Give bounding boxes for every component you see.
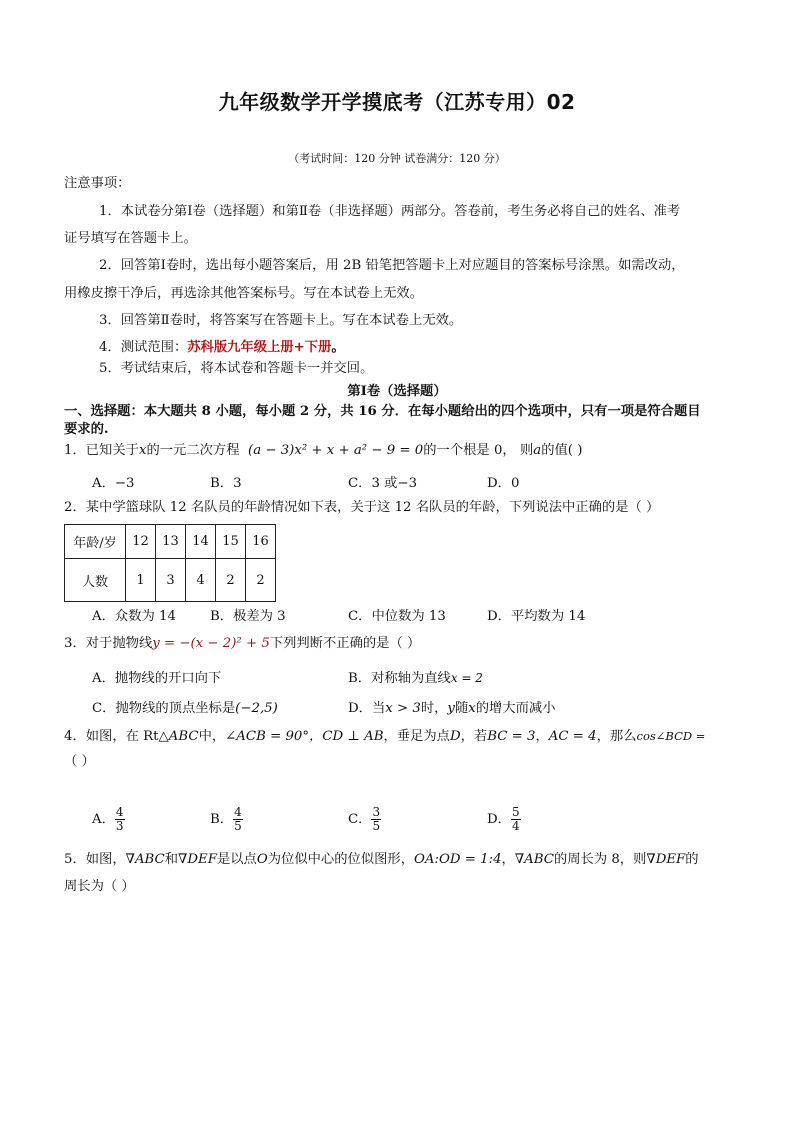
q5-stem-d: 为位似中心的位似图形， <box>267 852 414 867</box>
fraction-numerator: 4 <box>115 805 124 819</box>
q4-stem-d: ，若 <box>460 729 488 744</box>
q4-point-d: D <box>449 729 461 744</box>
q3-option-d-d: 的增大而减小 <box>475 701 556 716</box>
notice-item-4-suffix: 。 <box>331 340 345 355</box>
notice-item-2b: 用橡皮擦干净后，再选涂其他答案标号。写在本试卷上无效。 <box>64 286 424 301</box>
q3-option-d-x: x <box>468 701 476 716</box>
q1-var-x: x <box>138 443 147 458</box>
q5-stem-b: 和 <box>164 852 179 867</box>
test-range: 苏科版九年级上册+下册 <box>187 340 332 355</box>
q3-option-a[interactable]: A．抛物线的开口向下 <box>92 671 222 686</box>
table-cell: 2 <box>216 559 246 602</box>
q3-option-d-eq: x > 3 <box>385 701 421 716</box>
q2-option-b[interactable]: B．极差为 3 <box>210 609 286 624</box>
q1-equation: (a − 3)x² + x + a² − 9 = 0 <box>248 443 424 458</box>
q4-cos: cos∠BCD = <box>636 729 706 743</box>
q1-stem <box>64 443 582 459</box>
q4-option-b-label: B． <box>210 812 234 827</box>
fraction-denominator: 4 <box>511 819 520 833</box>
q1-var-a: a <box>533 443 542 458</box>
q5-triangle-abc-2: ∇ABC <box>514 852 554 867</box>
notice-item-4-prefix: 4．测试范围： <box>99 340 188 355</box>
q1-option-a[interactable]: A．−3 <box>92 476 135 491</box>
q1-option-b[interactable]: B．3 <box>210 476 242 491</box>
section1-instructions-b: 要求的. <box>64 422 109 437</box>
table-cell: 2 <box>246 559 276 602</box>
q4-option-a-label: A． <box>92 812 115 827</box>
notice-item-4 <box>99 340 345 356</box>
notice-item-2a: 2．回答第Ⅰ卷时，选出每小题答案后，用 2B 铅笔把答题卡上对应题目的答案标号涂黑。如需改动， <box>99 258 685 273</box>
table-cell: 12 <box>126 525 156 559</box>
q4-stem-a: 4．如图，在 Rt△ <box>64 729 169 744</box>
q3-stem <box>64 636 420 652</box>
notice-item-3: 3．回答第Ⅱ卷时，将答案写在答题卡上。写在本试卷上无效。 <box>99 313 463 328</box>
notice-item-1b: 证号填写在答题卡上。 <box>64 231 197 246</box>
q1-stem-b: 的一元二次方程 <box>146 443 240 458</box>
q5-ratio: OA:OD = 1:4 <box>414 852 502 867</box>
table-header-count: 人数 <box>65 559 126 602</box>
q5-point-o: O <box>256 852 268 867</box>
fraction-numerator: 4 <box>234 805 242 819</box>
section1-instructions-a: 一、选择题：本大题共 8 小题，每小题 2 分，共 16 分．在每小题给出的四个选项中，只有一项是符合题目 <box>64 404 701 419</box>
q4-option-d-label: D． <box>487 812 511 827</box>
q5-stem-e: ， <box>501 852 515 867</box>
q2-stem: 2．某中学篮球队 12 名队员的年龄情况如下表，关于这 12 名队员的年龄，下列说法中正确的是（ ） <box>64 500 660 515</box>
q3-option-c-eq: (−2,5) <box>235 701 278 716</box>
q5-stem-line2: 周长为（ ） <box>64 879 135 894</box>
q5-stem-g: 的 <box>685 852 699 867</box>
q3-option-d-c: 随 <box>454 701 469 716</box>
q1-stem-c: 的一个根是 0， 则 <box>423 443 534 458</box>
q2-option-a[interactable]: A．众数为 14 <box>92 609 176 624</box>
table-cell: 3 <box>156 559 186 602</box>
notice-heading: 注意事项： <box>64 176 131 191</box>
q4-bc: BC = 3 <box>487 729 536 744</box>
age-table <box>64 524 276 602</box>
part1-heading: 第Ⅰ卷（选择题） <box>347 384 447 399</box>
table-cell: 14 <box>186 525 216 559</box>
q5-stem-a: 5．如图， <box>64 852 126 867</box>
q2-option-c[interactable]: C．中位数为 13 <box>348 609 446 624</box>
q4-option-c[interactable] <box>348 806 381 833</box>
table-cell: 16 <box>246 525 276 559</box>
q3-option-b[interactable] <box>348 667 483 686</box>
q2-option-d[interactable]: D．平均数为 14 <box>487 609 586 624</box>
exam-info: （考试时间：120 分钟 试卷满分：120 分） <box>288 152 506 165</box>
q1-stem-a: 1．已知关于 <box>64 443 139 458</box>
fraction-denominator: 3 <box>115 819 124 833</box>
q5-stem-c: 是以点 <box>216 852 257 867</box>
table-row <box>65 525 276 559</box>
q4-stem <box>64 728 705 745</box>
fraction-numerator: 3 <box>372 805 381 819</box>
table-row <box>65 559 276 602</box>
q5-triangle-def-2: ∇DEF <box>646 852 686 867</box>
page-title: 九年级数学开学摸底考（江苏专用）02 <box>218 90 576 114</box>
q5-stem <box>64 852 699 868</box>
q4-option-d-fraction <box>511 806 521 833</box>
q4-angle: ∠ACB = 90° <box>225 729 310 744</box>
q3-option-b-text: B．对称轴为直线 <box>348 671 451 686</box>
q4-sep: ， <box>535 729 549 744</box>
q3-stem-b: 下列判断不正确的是（ ） <box>269 636 421 651</box>
q1-option-d[interactable]: D．0 <box>487 476 520 491</box>
q3-option-d[interactable] <box>348 697 556 716</box>
q3-option-c[interactable] <box>92 697 278 716</box>
q4-option-a[interactable] <box>92 806 125 833</box>
q4-perpendicular: ，CD ⊥ AB <box>309 729 384 744</box>
fraction-denominator: 5 <box>372 819 381 833</box>
q1-option-c[interactable]: C．3 或−3 <box>348 476 418 491</box>
q4-stem-e: ，那么 <box>596 729 637 744</box>
q3-option-d-a: D．当 <box>348 701 386 716</box>
table-header-age: 年龄/岁 <box>65 525 126 559</box>
q3-equation: y = −(x − 2)² + 5 <box>152 636 270 651</box>
table-cell: 4 <box>186 559 216 602</box>
q4-option-c-fraction <box>371 806 381 833</box>
q3-option-c-text: C．抛物线的顶点坐标是 <box>92 701 236 716</box>
q5-triangle-abc: ∇ABC <box>125 852 165 867</box>
q4-stem-b: 中， <box>198 729 226 744</box>
q4-answer-paren: （ ） <box>64 754 95 769</box>
table-cell: 13 <box>156 525 186 559</box>
q5-stem-f: 的周长为 8，则 <box>553 852 647 867</box>
q4-ac: AC = 4 <box>548 729 597 744</box>
q1-stem-d: 的值( ) <box>541 443 583 458</box>
notice-item-1a: 1．本试卷分第Ⅰ卷（选择题）和第Ⅱ卷（非选择题）两部分。答卷前，考生务必将自己的姓名、准考 <box>99 204 681 219</box>
q4-option-b[interactable] <box>210 806 243 833</box>
q3-option-d-y: y <box>447 701 455 716</box>
fraction-numerator: 5 <box>511 805 520 819</box>
q3-option-d-b: 时， <box>420 701 448 716</box>
q4-option-d[interactable] <box>487 806 521 833</box>
q5-triangle-def: ∇DEF <box>178 852 217 867</box>
table-cell: 15 <box>216 525 246 559</box>
notice-item-5: 5．考试结束后，将本试卷和答题卡一并交回。 <box>99 361 374 376</box>
table-cell: 1 <box>126 559 156 602</box>
q4-option-a-fraction <box>115 806 125 833</box>
q4-triangle: ABC <box>168 729 199 744</box>
q4-option-c-label: C． <box>348 812 372 827</box>
q3-stem-a: 3．对于抛物线 <box>64 636 153 651</box>
q4-option-b-fraction <box>233 806 243 833</box>
q3-option-b-eq: x = 2 <box>450 671 483 685</box>
fraction-denominator: 5 <box>234 819 242 833</box>
q4-stem-c: ，垂足为点 <box>383 729 450 744</box>
